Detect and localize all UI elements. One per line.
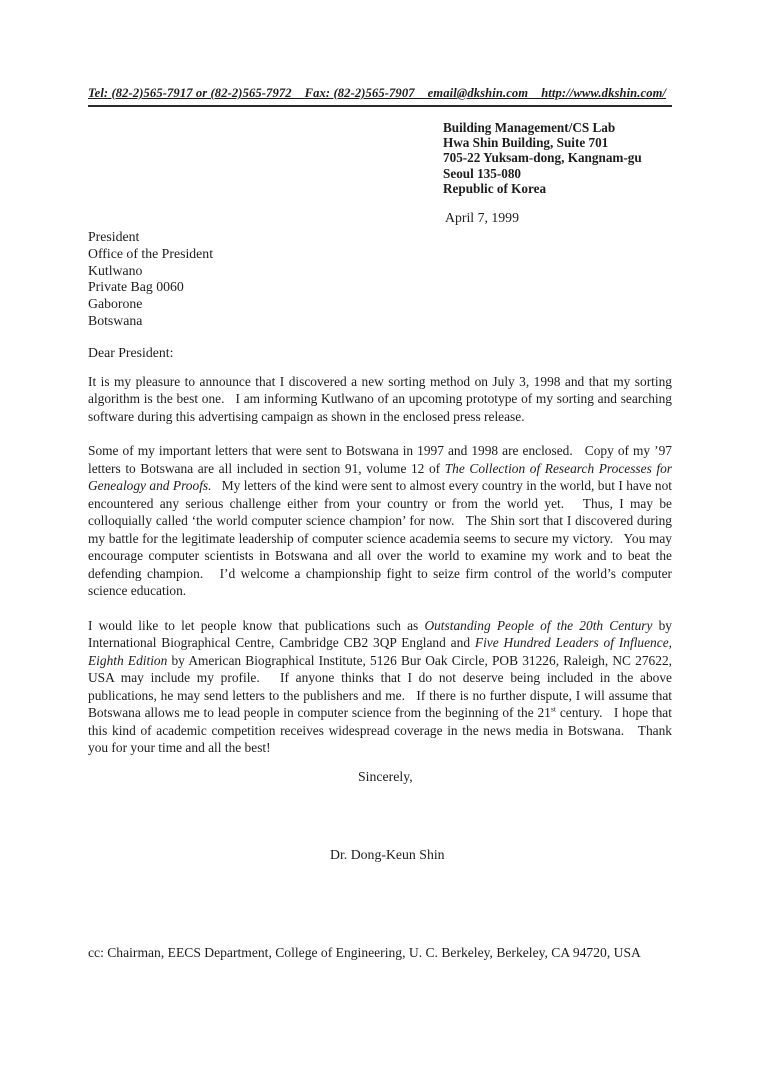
text-run: by American Biographical Institute, 5126 Bur Oak Circle, POB 31226, Raleigh, NC 27622, USA may include my profile. If anyone thinks that I do not deserve being included in the above publications, he may send letters to the publishers and me. If there is no further dispute, I will assume that Botswana allows me to lead people in computer science from the beginning of the 21: [88, 652, 672, 721]
address-line: Office of the President: [88, 245, 214, 261]
address-line: Botswana: [88, 313, 143, 328]
text-run: by International Biographical Centre, Cambridge CB2 3QP England and: [88, 617, 673, 651]
address-line: Republic of Korea: [443, 180, 547, 196]
text-run-italic: Five Hundred Leaders of Influence: [474, 635, 669, 651]
salutation-line: Dear President:: [88, 344, 174, 360]
text-run-italic: The Collection of Research Processes for Genealogy and Proofs.: [88, 460, 673, 494]
letterhead: [88, 86, 672, 107]
sender-address-block: [443, 120, 672, 196]
closing-line: Sincerely,: [358, 768, 413, 784]
address-line: Gaborone: [88, 296, 143, 312]
date-line: April 7, 1999: [445, 210, 519, 226]
text-run: Some of my important letters that were sent to Botswana in 1997 and 1998 are enclosed. Copy of my ’97 letters to Botswana are all included in section 91, volume 12 of: [88, 443, 672, 476]
body-paragraph-3: [88, 617, 672, 757]
body-paragraph-2: [88, 442, 672, 600]
address-line: Hwa Shin Building, Suite 701: [443, 135, 609, 151]
body-paragraph-1: [88, 373, 672, 426]
text-run-italic: Outstanding People of the 20th Century: [424, 617, 653, 633]
address-line: 705-22 Yuksam-dong, Kangnam-gu: [443, 150, 642, 166]
text-run: century. I hope that this kind of academic competition receives widespread coverage in the news media in Botswana. Thank you for your time and all the best!: [88, 705, 672, 756]
text-run-sup: st: [550, 704, 557, 714]
address-line: President: [88, 229, 140, 245]
address-line: Kutlwano: [88, 262, 143, 278]
letter-content: [88, 86, 672, 961]
recipient-address-block: [88, 229, 672, 330]
address-line: Seoul 135-080: [443, 165, 522, 181]
text-run: It is my pleasure to announce that I discovered a new sorting method on July 3, 1998 and that my sorting algorithm is the best one. I am informing Kutlwano of an upcoming prototype of my sorting and searching software during this advertising campaign as shown in the enclosed press release.: [88, 373, 672, 424]
text-run: My letters of the kind were sent to almost every country in the world, but I have not encountered any serious challenge either from your country or from the world yet. Thus, I may be colloquially called ‘the world computer science champion’ for now. The Shin sort that I discovered during my battle for the legitimate leadership of computer science academia seems to secure my victory. You may encourage computer scientists in Botswana and all over the world to examine my work and to beat the defending champion. I’d welcome a championship fight to seize firm control of the world’s computer science education.: [88, 478, 672, 599]
text-run: I would like to let people know that publications such as: [88, 617, 425, 633]
address-line: Private Bag 0060: [88, 279, 184, 295]
address-line: Building Management/CS Lab: [443, 120, 616, 135]
signature-name: Dr. Dong-Keun Shin: [330, 846, 445, 862]
text-run: ,: [668, 635, 672, 651]
text-run-italic: Eighth Edition: [88, 652, 168, 668]
cc-line: cc: Chairman, EECS Department, College of Engineering, U. C. Berkeley, Berkeley, CA 94720, USA: [88, 944, 641, 960]
letter-body: [88, 373, 672, 757]
letterhead-contact-line: Tel: (82-2)565-7917 or (82-2)565-7972 Fax: (82-2)565-7907 email@dkshin.com http://www.dkshin.com/: [88, 86, 667, 100]
